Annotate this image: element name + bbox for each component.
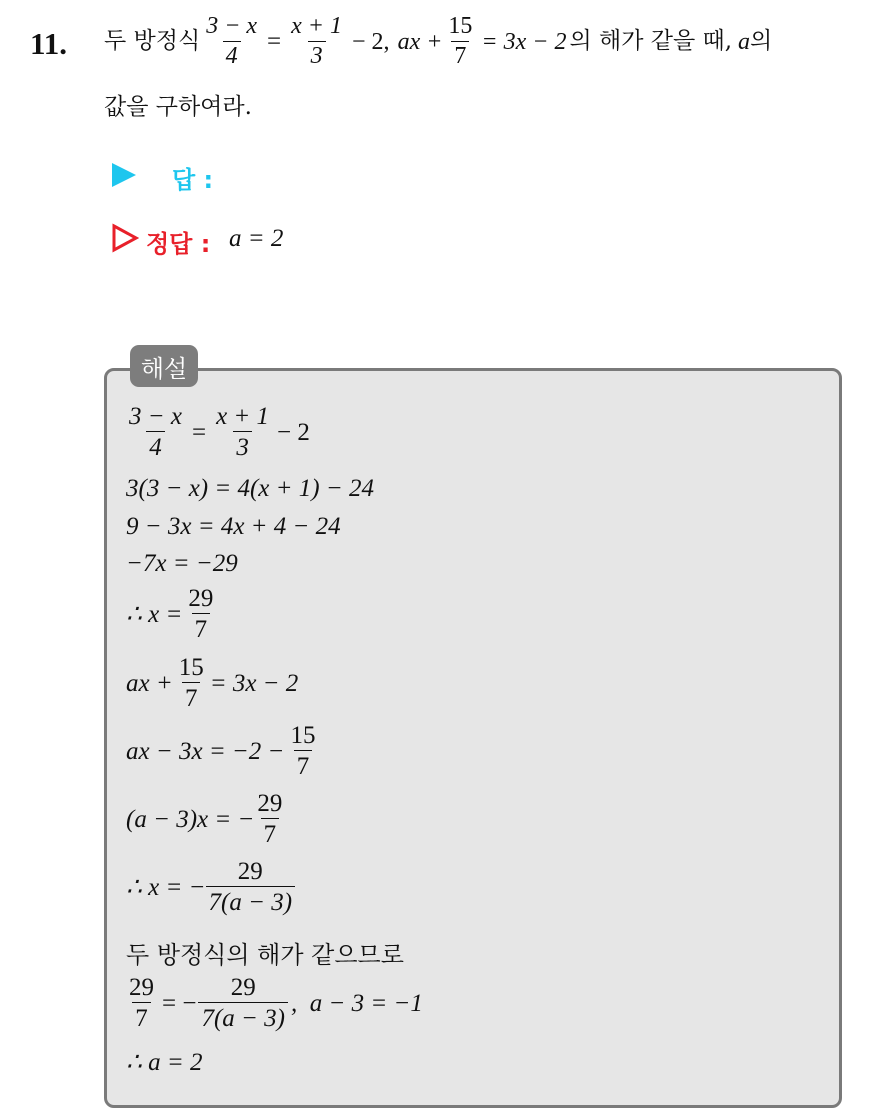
fraction-denominator: 7(a − 3): [206, 886, 296, 916]
equals-sign: =: [191, 418, 207, 446]
solution-line-4: −7x = −29: [126, 550, 238, 577]
question-tail-2: 의: [750, 28, 773, 55]
question-line-2: 값을 구하여라.: [104, 94, 252, 120]
fraction: [185, 585, 216, 643]
solution-line-9: [126, 858, 298, 916]
solution-line-7: [126, 722, 321, 780]
fraction-denominator: 7: [294, 750, 313, 780]
correct-answer-arrow-icon: [111, 223, 139, 257]
correct-answer-value: a = 2: [229, 225, 284, 252]
fraction-x-plus-1-over-3: [288, 14, 345, 70]
fraction-denominator: 3: [308, 41, 326, 70]
fraction-denominator: 3: [233, 431, 252, 461]
fraction: [287, 722, 318, 780]
fraction-numerator: 15: [448, 13, 473, 39]
correct-answer-label: 정답 :: [146, 230, 211, 258]
line-prefix: ax +: [126, 669, 173, 697]
fraction-denominator: 7(a − 3): [198, 1002, 288, 1032]
solution-line-2: 3(3 − x) = 4(x + 1) − 24: [126, 475, 374, 502]
fraction-15-over-7: [445, 14, 475, 70]
solution-line-6: [126, 654, 298, 712]
line-prefix: ax − 3x = −2 −: [126, 737, 285, 765]
variable-a: a: [738, 28, 751, 55]
fraction: [254, 790, 285, 848]
solution-line-10: 두 방정식의 해가 같으므로: [126, 941, 404, 969]
question-tail: 의 해가 같을 때,: [569, 28, 733, 55]
fraction-denominator: 7: [182, 682, 201, 712]
fraction-numerator: 3 − x: [206, 13, 258, 39]
fraction-denominator: 7: [261, 818, 280, 848]
answer-label: 답 :: [172, 166, 214, 194]
fraction: [176, 654, 207, 712]
line-prefix: ∴ x = −: [126, 873, 206, 901]
fraction-denominator: 4: [146, 431, 165, 461]
fraction-denominator: 7: [192, 613, 211, 643]
fraction-denominator: 4: [223, 41, 241, 70]
solution-line-8: [126, 790, 288, 848]
line-tail: − 2: [277, 418, 310, 446]
line-tail: , a − 3 = −1: [290, 989, 423, 1017]
fraction-numerator: 29: [237, 858, 263, 885]
equals-minus: = −: [162, 989, 197, 1017]
solution-line-5: [126, 585, 219, 643]
fraction-numerator: 29: [129, 974, 154, 1001]
fraction: [206, 858, 296, 916]
fraction-numerator: x + 1: [291, 13, 343, 39]
question-number: 11.: [30, 26, 68, 61]
fraction: [126, 403, 185, 461]
fraction: [213, 403, 272, 461]
line-tail: = 3x − 2: [209, 669, 299, 697]
minus-two-text: − 2,: [352, 28, 390, 55]
explanation-title: 해설: [130, 345, 198, 387]
fraction: [126, 974, 157, 1032]
fraction-denominator: 7: [451, 41, 469, 70]
fraction-numerator: 3 − x: [129, 403, 182, 430]
solution-line-1: [126, 403, 310, 461]
solution-line-12: ∴ a = 2: [126, 1049, 203, 1076]
fraction-numerator: 29: [230, 974, 256, 1001]
fraction-numerator: 15: [290, 722, 316, 749]
fraction-denominator: 7: [132, 1002, 151, 1032]
fraction: [198, 974, 288, 1032]
equals-3x-minus-2-text: = 3x − 2: [481, 28, 567, 55]
equals-sign: =: [267, 28, 282, 56]
fraction-numerator: 15: [178, 654, 204, 681]
fraction-numerator: x + 1: [216, 403, 270, 430]
answer-arrow-icon: [112, 163, 136, 187]
solution-line-11: [126, 974, 423, 1032]
fraction-3-x-over-4: [203, 14, 260, 70]
line-prefix: (a − 3)x = −: [126, 805, 255, 833]
question-lead: 두 방정식: [104, 28, 201, 55]
fraction-numerator: 29: [257, 790, 283, 817]
ax-plus-text: ax +: [397, 28, 443, 55]
line-prefix: ∴ x =: [126, 600, 183, 628]
question-text: [104, 14, 772, 70]
fraction-numerator: 29: [188, 585, 214, 612]
solution-line-3: 9 − 3x = 4x + 4 − 24: [126, 513, 341, 540]
